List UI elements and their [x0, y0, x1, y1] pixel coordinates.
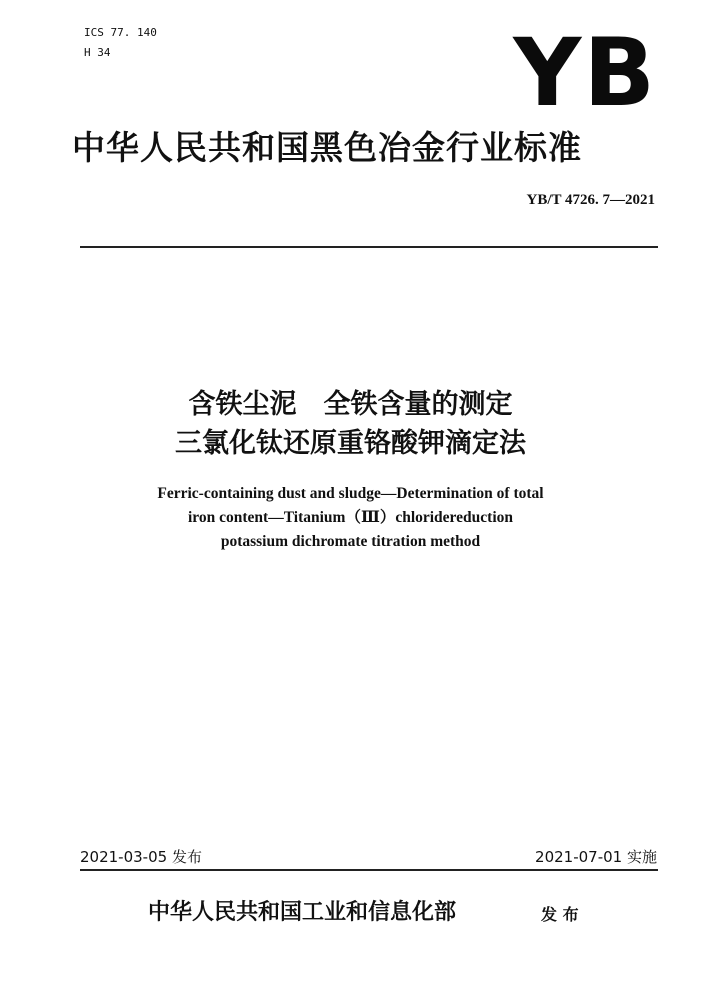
- english-title-line-1: Ferric-containing dust and sludge—Determination of total: [157, 485, 544, 502]
- implementation-date: 2021-07-01 实施: [535, 848, 657, 866]
- category-code: H 34: [84, 46, 111, 59]
- english-title-line-3: potassium dichromate titration method: [220, 533, 481, 550]
- yb-logo: YB: [513, 19, 657, 128]
- chinese-title-line-2: 三氯化钛还原重铬酸钾滴定法: [175, 428, 526, 459]
- issue-action: 发 布: [541, 905, 579, 924]
- english-title-line-2: iron content—Titanium（Ⅲ）chloridereduction: [187, 509, 514, 526]
- issuing-authority: 中华人民共和国工业和信息化部: [148, 900, 457, 925]
- bottom-divider: [80, 869, 658, 871]
- issue-date: 2021-03-05 发布: [80, 848, 202, 866]
- ics-code: ICS 77. 140: [84, 26, 157, 39]
- standard-number: YB/T 4726. 7—2021: [526, 192, 655, 208]
- standard-title: 中华人民共和国黑色冶金行业标准: [72, 128, 582, 167]
- chinese-title-line-1: 含铁尘泥 全铁含量的测定: [188, 389, 513, 420]
- top-divider: [80, 246, 658, 248]
